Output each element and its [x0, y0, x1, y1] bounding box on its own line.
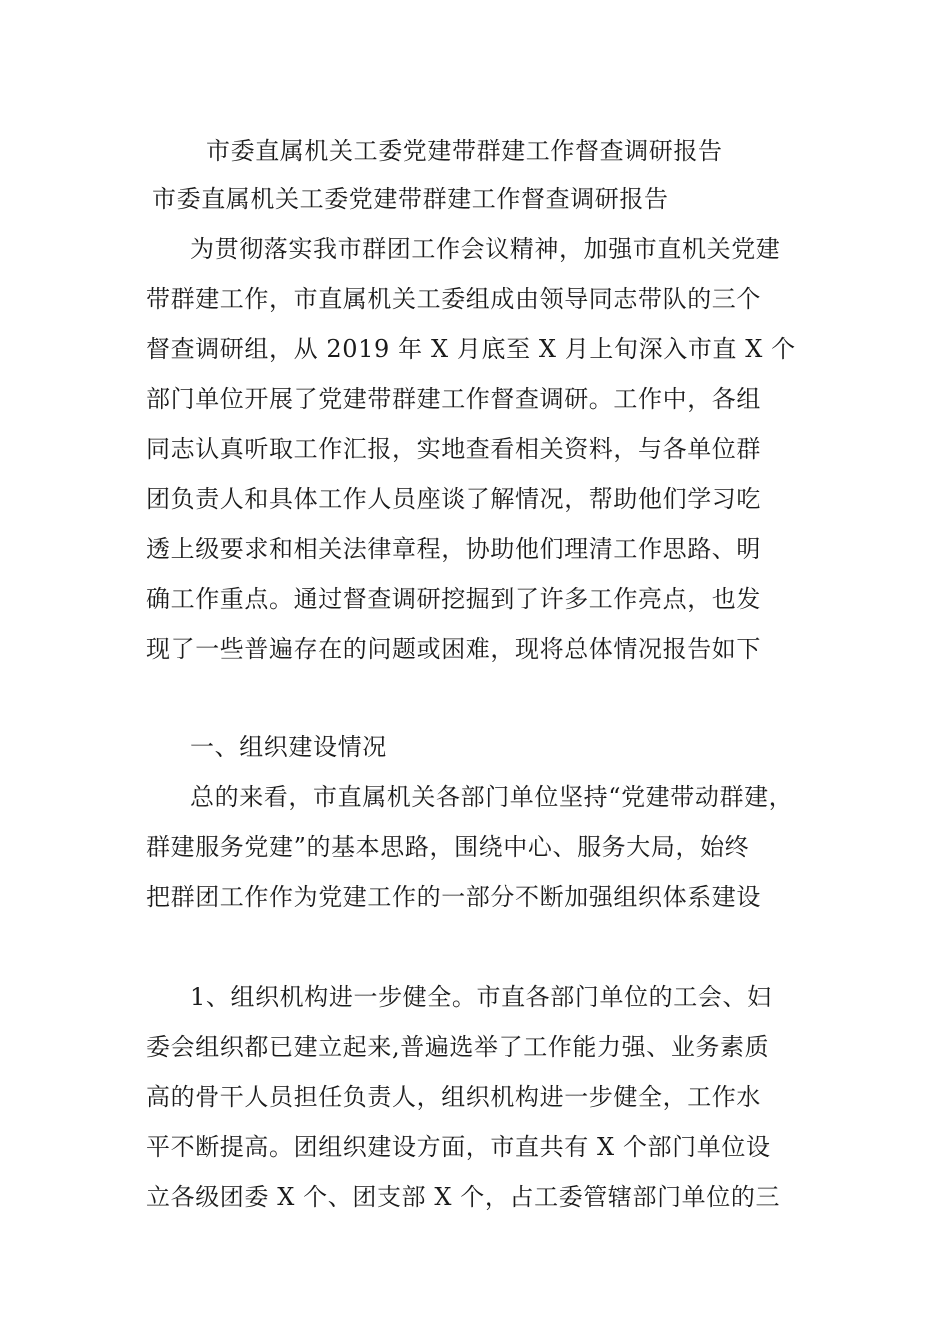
document-title-repeat: 市委直属机关工委党建带群建工作督查调研报告 — [152, 185, 669, 213]
item-line: 1、组织机构进一步健全。市直各部门单位的工会、妇 — [190, 983, 772, 1011]
item-line: 立各级团委 X 个、团支部 X 个，占工委管辖部门单位的三 — [146, 1183, 781, 1211]
section-line: 总的来看，市直属机关各部门单位坚持“党建带动群建， — [190, 783, 794, 811]
intro-line: 部门单位开展了党建带群建工作督查调研。工作中，各组 — [146, 385, 761, 413]
intro-line: 团负责人和具体工作人员座谈了解情况，帮助他们学习吃 — [146, 485, 761, 513]
intro-line: 为贯彻落实我市群团工作会议精神，加强市直机关党建 — [190, 235, 781, 263]
section-heading: 一、组织建设情况 — [190, 733, 387, 761]
intro-line: 透上级要求和相关法律章程，协助他们理清工作思路、明 — [146, 535, 761, 563]
item-line: 平不断提高。团组织建设方面，市直共有 X 个部门单位设 — [146, 1133, 771, 1161]
section-line: 群建服务党建”的基本思路，围绕中心、服务大局，始终 — [146, 833, 750, 861]
item-line: 高的骨干人员担任负责人，组织机构进一步健全，工作水 — [146, 1083, 761, 1111]
intro-line: 确工作重点。通过督查调研挖掘到了许多工作亮点，也发 — [146, 585, 761, 613]
item-line: 委会组织都已建立起来,普遍选举了工作能力强、业务素质 — [146, 1033, 770, 1061]
section-line: 把群团工作作为党建工作的一部分不断加强组织体系建设 — [146, 883, 761, 911]
intro-line: 同志认真听取工作汇报，实地查看相关资料，与各单位群 — [146, 435, 761, 463]
document-title: 市委直属机关工委党建带群建工作督查调研报告 — [206, 137, 723, 165]
intro-line: 现了一些普遍存在的问题或困难，现将总体情况报告如下 — [146, 635, 761, 663]
intro-line: 督查调研组，从 2019 年 X 月底至 X 月上旬深入市直 X 个 — [146, 335, 796, 363]
intro-line: 带群建工作，市直属机关工委组成由领导同志带队的三个 — [146, 285, 761, 313]
